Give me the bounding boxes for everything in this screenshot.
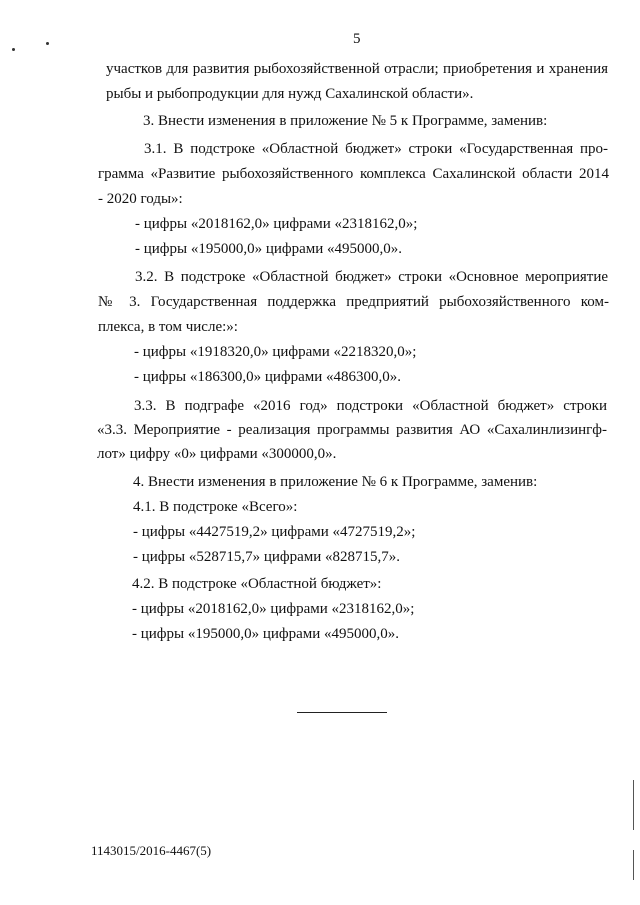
text-line: 4. Внести изменения в приложение № 6 к Программе, заменив: <box>133 474 538 490</box>
text-line: - цифры «1918320,0» цифрами «2218320,0»; <box>134 344 417 360</box>
text-line: 3.3. В подграфе «2016 год» подстроки «Областной бюджет» строки <box>134 398 607 414</box>
page-number: 5 <box>353 31 361 47</box>
text-line: 4.2. В подстроке «Областной бюджет»: <box>132 576 382 592</box>
text-line: «3.3. Мероприятие - реализация программы развития АО «Сахалинлизингф- <box>97 422 607 438</box>
document-code: 1143015/2016-4467(5) <box>91 843 212 858</box>
scan-mark <box>12 48 15 51</box>
text-line: - цифры «195000,0» цифрами «495000,0». <box>135 241 403 257</box>
text-line: плекса, в том числе:»: <box>98 319 238 335</box>
text-line: грамма «Развитие рыбохозяйственного комплекса Сахалинской области 2014 <box>98 166 609 182</box>
scan-edge <box>633 780 634 830</box>
scan-edge <box>633 850 634 880</box>
text-line: - цифры «2018162,0» цифрами «2318162,0»; <box>132 601 415 617</box>
text-line: рыбы и рыбопродукции для нужд Сахалинской области». <box>106 86 474 102</box>
text-line: - цифры «186300,0» цифрами «486300,0». <box>134 369 402 385</box>
text-line: лот» цифру «0» цифрами «300000,0». <box>97 446 337 462</box>
text-line: - цифры «2018162,0» цифрами «2318162,0»; <box>135 216 418 232</box>
text-line: - цифры «195000,0» цифрами «495000,0». <box>132 626 400 642</box>
text-line: 3.1. В подстроке «Областной бюджет» строки «Государственная про- <box>144 141 608 157</box>
text-line: - цифры «4427519,2» цифрами «4727519,2»; <box>133 524 416 540</box>
scan-mark <box>46 42 49 45</box>
text-line: 4.1. В подстроке «Всего»: <box>133 499 298 515</box>
text-line: 3.2. В подстроке «Областной бюджет» строки «Основное мероприятие <box>135 269 608 285</box>
text-line: - 2020 годы»: <box>98 191 183 207</box>
text-line: 3. Внести изменения в приложение № 5 к Программе, заменив: <box>143 113 548 129</box>
text-line: № 3. Государственная поддержка предприятий рыбохозяйственного ком- <box>98 294 609 310</box>
separator-line <box>297 712 387 713</box>
text-line: участков для развития рыбохозяйственной отрасли; приобретения и хранения <box>106 61 608 77</box>
text-line: - цифры «528715,7» цифрами «828715,7». <box>133 549 401 565</box>
